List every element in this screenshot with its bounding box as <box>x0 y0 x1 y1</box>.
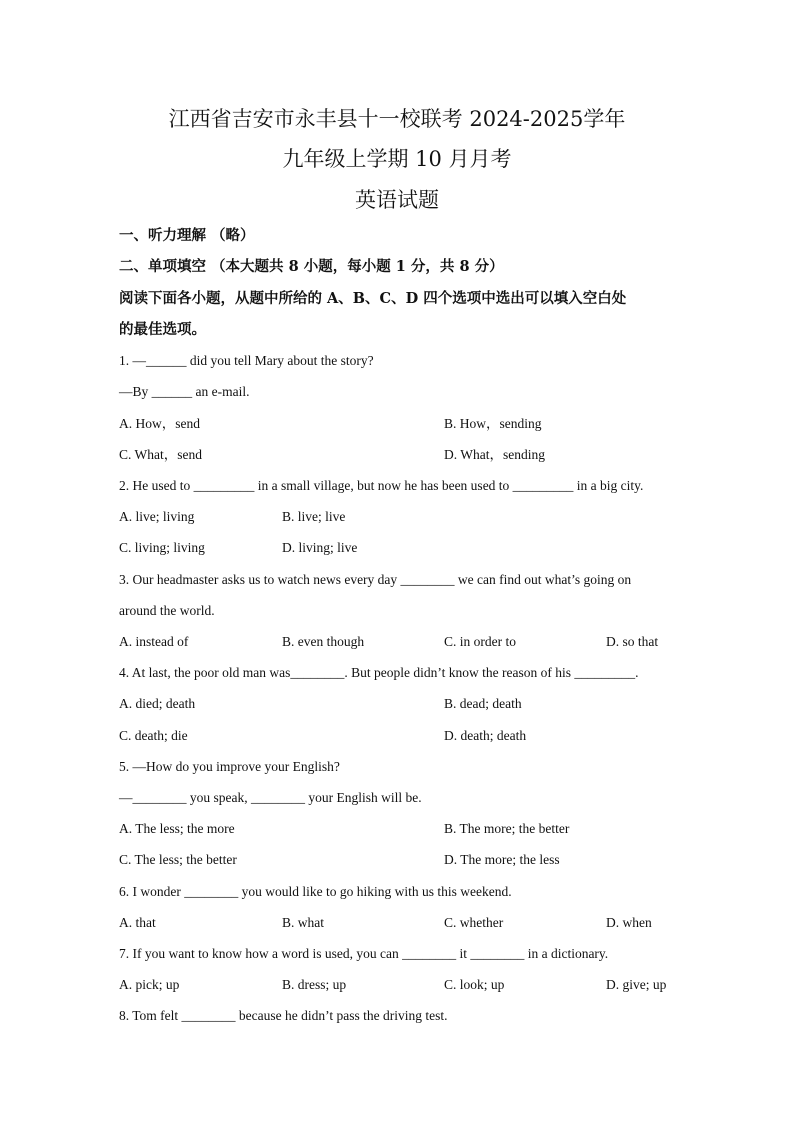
exam-title-line-3: 英语试题 <box>355 188 439 212</box>
question-1-option-b: B. How，sending <box>444 416 542 431</box>
exam-title-line-1: 江西省吉安市永丰县十一校联考 2024-2025学年 <box>168 107 626 131</box>
question-1-option-c: C. What，send <box>119 447 202 462</box>
instructions-line-2: 的最佳选项。 <box>119 321 206 338</box>
question-4-option-b: B. dead; death <box>444 696 522 711</box>
question-5-option-a: A. The less; the more <box>119 821 235 836</box>
question-5-option-c: C. The less; the better <box>119 852 237 867</box>
question-8-stem: 8. Tom felt ________ because he didn’t pass the driving test. <box>119 1008 448 1023</box>
question-4-option-c: C. death; die <box>119 728 188 743</box>
question-6-option-b: B. what <box>282 915 324 930</box>
question-3-option-b: B. even though <box>282 634 365 649</box>
question-7-option-a: A. pick; up <box>119 977 180 992</box>
question-1-option-d: D. What，sending <box>444 447 545 462</box>
question-5-option-b: B. The more; the better <box>444 821 570 836</box>
question-1-stem-2: —By ______ an e-mail. <box>119 384 250 399</box>
question-6-option-a: A. that <box>119 915 156 930</box>
question-3-stem: 3. Our headmaster asks us to watch news every day ________ we can find out what’s going on <box>119 572 632 587</box>
question-6-option-c: C. whether <box>444 915 504 930</box>
question-2-stem: 2. He used to _________ in a small village, but now he has been used to _________ in a big city. <box>119 478 644 493</box>
question-4-option-d: D. death; death <box>444 728 527 743</box>
question-1-stem: 1. —______ did you tell Mary about the story? <box>119 353 374 368</box>
question-3-option-c: C. in order to <box>444 634 516 649</box>
question-5-option-d: D. The more; the less <box>444 852 560 867</box>
instructions-line-1: 阅读下面各小题，从题中所给的 A、B、C、D 四个选项中选出可以填入空白处 <box>119 290 627 307</box>
question-2-option-a: A. live; living <box>119 509 195 524</box>
question-4-option-a: A. died; death <box>119 696 196 711</box>
question-7-stem: 7. If you want to know how a word is used, you can ________ it ________ in a dictionary. <box>119 946 609 961</box>
question-3-stem-2: around the world. <box>119 603 215 618</box>
question-3-option-a: A. instead of <box>119 634 189 649</box>
question-6-option-d: D. when <box>606 915 652 930</box>
question-1-option-a: A. How，send <box>119 416 200 431</box>
question-5-stem-2: —________ you speak, ________ your English will be. <box>119 790 422 805</box>
question-7-option-d: D. give; up <box>606 977 667 992</box>
question-2-option-b: B. live; live <box>282 509 346 524</box>
question-2-option-d: D. living; live <box>282 540 358 555</box>
question-6-stem: 6. I wonder ________ you would like to go hiking with us this weekend. <box>119 884 512 899</box>
question-4-stem: 4. At last, the poor old man was________. But people didn’t know the reason of his _________. <box>119 665 639 680</box>
section-single-choice-heading: 二、单项填空 （本大题共 8 小题，每小题 1 分，共 8 分） <box>119 258 504 275</box>
question-5-stem: 5. —How do you improve your English? <box>119 759 340 774</box>
question-7-option-b: B. dress; up <box>282 977 347 992</box>
section-listening-heading: 一、听力理解 （略） <box>119 227 255 244</box>
question-2-option-c: C. living; living <box>119 540 205 555</box>
exam-title-line-2: 九年级上学期 10 月月考 <box>282 147 512 171</box>
question-7-option-c: C. look; up <box>444 977 505 992</box>
question-3-option-d: D. so that <box>606 634 659 649</box>
